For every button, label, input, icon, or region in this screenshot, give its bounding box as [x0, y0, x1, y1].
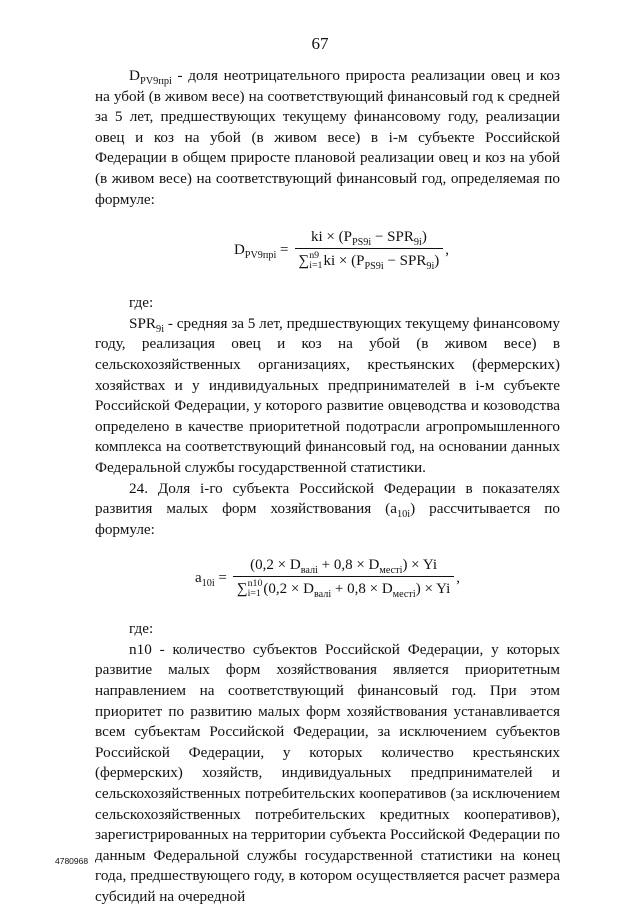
document-body	[95, 66, 560, 908]
sum-sign: ∑	[236, 581, 248, 598]
where-label: где:	[129, 620, 154, 638]
document-code: 4780968	[55, 856, 89, 866]
formula-numerator: ki × $(P_{PS9i} - SPR_{9i})$	[310, 229, 427, 249]
term-dpv9: $D_{PV9прі}$	[129, 67, 172, 88]
formula-lhs: $a_{10i}$ =	[194, 569, 227, 589]
paragraph-dpv9-definition: $D_{PV9прі}$ - доля неотрицательного прироста реализации овец и коз на убой (в живом весе) на соответствующий финансовый год к средней за 5 лет, предшествующих текущему финансовому году, реализации овец и коз на убой (в живом весе) в і-м субъекте Российской Федерации в общем приросте плановой реализации овец и коз на убой (в живом весе) на соответствующий финансовый год, определяемая по формуле:	[95, 67, 560, 208]
where-label: где:	[129, 294, 154, 312]
formula-numerator: $(0,2 \times D_{валі} + 0,8 \times D_{местi}) \times Yi$	[250, 557, 438, 577]
page-number: 67	[311, 34, 329, 53]
sum-sign: ∑	[298, 253, 310, 270]
paragraph-item-24: 24. Доля і-го субъекта Российской Федерации в показателях развития малых форм хозяйствования $(a_{10i})$ рассчитывается по формуле:	[95, 479, 560, 538]
formula-fraction	[295, 228, 444, 271]
formula-a10: $a_{10i}$ = $(0,2 \times D_{валі} + 0,8 \times D_{местi}) \times Yi$ ∑ n10 i=1 $(0,2 \times D_{валі} + 0,8 \times D_{местi}) \times Yi$ ,	[194, 557, 461, 601]
paragraph-n10-definition: n10 - количество субъектов Российской Федерации, у которых развитие малых форм хозяйствования является приоритетным направлением на соответствующий финансовый год. При этом приоритет по развитию малых форм хозяйствования устанавливается всем субъектам Российской Федерации, за исключением субъектов Российской Федерации, у которых количество крестьянских (фермерских) хозяйств, индивидуальных предпринимателей и сельскохозяйственных потребительских кооперативов (за исключением сельскохозяйственных потребительских кредитных кооперативов), зарегистрированных на территории субъекта Российской Федерации по данным Федеральной службы государственной статистики на конец года, предшествующего году, в котором осуществляется расчет размера субсидий на очередной	[95, 640, 560, 905]
formula-denominator: ∑ n9 i=1 ki × $(P_{PS9i} - SPR_{9i})$	[295, 248, 444, 271]
formula-lhs: $D_{PV9прі}$ =	[233, 241, 289, 261]
paragraph-spr9-definition: $SPR_{9i}$ - средняя за 5 лет, предшествующих текущему финансовому году, реализация овец и коз на убой (в живом весе) в сельскохозяйственных организациях, крестьянских (фермерских) хозяйствах и у индивидуальных предпринимателей в і-м субъекте Российской Федерации, у которого развитие овцеводства и козоводства определено в качестве приоритетной подотрасли агропромышленного комплекса на соответствующий финансовый год, на основании данных Федеральной службы государственной статистики.	[95, 314, 560, 476]
formula-fraction	[233, 556, 454, 599]
formula-denominator: ∑ n10 i=1 $(0,2 \times D_{валі} + 0,8 \times D_{местi}) \times Yi$	[233, 576, 454, 599]
term-spr9: $SPR_{9i}$	[129, 314, 165, 335]
formula-dpv9: $D_{PV9прі}$ = ki × $(P_{PS9i} - SPR_{9i})$ ∑ n9 i=1 ki × $(P_{PS9i} - SPR_{9i})$ ,	[233, 229, 450, 273]
